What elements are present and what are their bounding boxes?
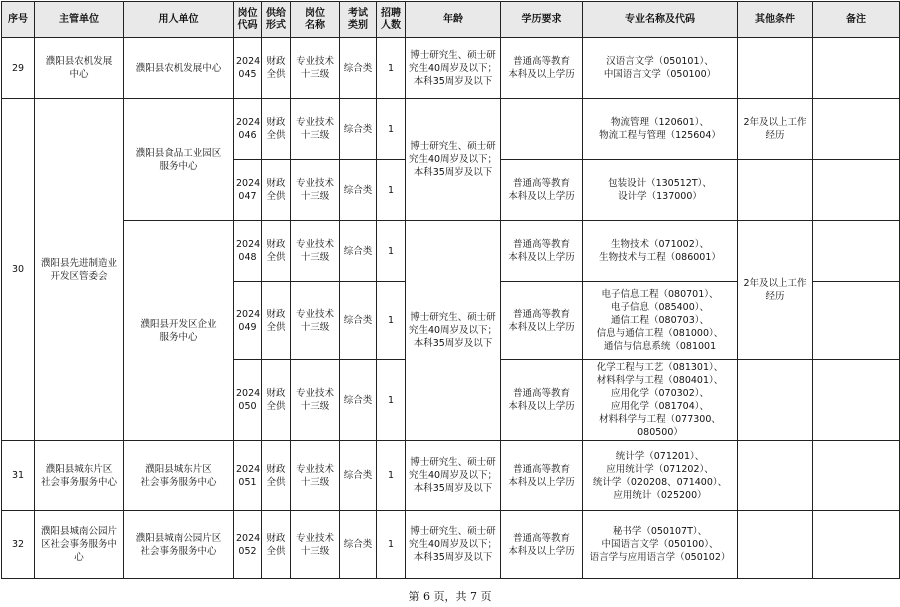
cell-seq: 30	[2, 99, 35, 441]
cell-code: 2024 049	[234, 282, 262, 360]
cell-note	[813, 38, 900, 99]
cell-seq: 29	[2, 38, 35, 99]
header-seq: 序号	[2, 2, 35, 38]
table-row	[2, 99, 900, 160]
cell-major: 包装设计（130512T）、 设计学（137000）	[583, 160, 738, 221]
cell-age: 博士研究生、硕士研 究生40周岁及以下； 本科35周岁及以下	[406, 441, 501, 511]
cell-unit: 濮阳县开发区企业 服务中心	[124, 221, 234, 441]
cell-quota: 1	[377, 38, 406, 99]
cell-exam: 综合类	[340, 38, 377, 99]
header-other: 其他条件	[738, 2, 813, 38]
cell-major: 汉语言文学（050101）、 中国语言文学（050100）	[583, 38, 738, 99]
header-row	[2, 2, 900, 38]
cell-other: 2年及以上工作 经历	[738, 221, 813, 360]
cell-code: 2024 047	[234, 160, 262, 221]
cell-code: 2024 052	[234, 511, 262, 579]
recruitment-table	[1, 1, 900, 579]
cell-note	[813, 441, 900, 511]
cell-quota: 1	[377, 360, 406, 441]
cell-code: 2024 045	[234, 38, 262, 99]
cell-quota: 1	[377, 282, 406, 360]
cell-seq: 32	[2, 511, 35, 579]
cell-note	[813, 99, 900, 160]
cell-other: 2年及以上工作 经历	[738, 99, 813, 160]
table-row	[2, 511, 900, 579]
cell-exam: 综合类	[340, 99, 377, 160]
page-footer: 第 6 页，共 7 页	[408, 590, 492, 603]
table-row	[2, 38, 900, 99]
cell-funding: 财政 全供	[262, 221, 291, 282]
cell-edu: 普通高等教育 本科及以上学历	[501, 511, 583, 579]
cell-code: 2024 051	[234, 441, 262, 511]
cell-other	[738, 38, 813, 99]
header-major: 专业名称及代码	[583, 2, 738, 38]
cell-edu-empty	[501, 99, 583, 160]
cell-major: 生物技术（071002）、 生物技术与工程（086001）	[583, 221, 738, 282]
cell-other	[738, 441, 813, 511]
header-exam: 考试 类别	[340, 2, 377, 38]
cell-funding: 财政 全供	[262, 360, 291, 441]
cell-funding: 财政 全供	[262, 38, 291, 99]
cell-exam: 综合类	[340, 221, 377, 282]
cell-quota: 1	[377, 99, 406, 160]
cell-edu: 普通高等教育 本科及以上学历	[501, 221, 583, 282]
header-note: 备注	[813, 2, 900, 38]
cell-exam: 综合类	[340, 160, 377, 221]
cell-quota: 1	[377, 221, 406, 282]
header-age: 年龄	[406, 2, 501, 38]
cell-major: 统计学（071201）、 应用统计学（071202）、 统计学（020208、071400）、 应用统计（025200）	[583, 441, 738, 511]
cell-exam: 综合类	[340, 360, 377, 441]
cell-unit: 濮阳县城南公园片区 社会事务服务中心	[124, 511, 234, 579]
header-unit: 用人单位	[124, 2, 234, 38]
cell-note	[813, 160, 900, 221]
cell-dept: 濮阳县城东片区 社会事务服务中心	[35, 441, 124, 511]
header-post: 岗位 名称	[291, 2, 340, 38]
cell-major: 物流管理（120601）、 物流工程与管理（125604）	[583, 99, 738, 160]
cell-unit: 濮阳县农机发展中心	[124, 38, 234, 99]
cell-post: 专业技术 十三级	[291, 221, 340, 282]
cell-age: 博士研究生、硕士研 究生40周岁及以下； 本科35周岁及以下	[406, 38, 501, 99]
cell-funding: 财政 全供	[262, 441, 291, 511]
cell-note	[813, 221, 900, 282]
cell-code: 2024 046	[234, 99, 262, 160]
cell-age: 博士研究生、硕士研 究生40周岁及以下； 本科35周岁及以下	[406, 221, 501, 441]
cell-unit: 濮阳县城东片区 社会事务服务中心	[124, 441, 234, 511]
cell-note	[813, 282, 900, 360]
cell-dept: 濮阳县先进制造业 开发区管委会	[35, 99, 124, 441]
cell-post: 专业技术 十三级	[291, 38, 340, 99]
cell-unit: 濮阳县食品工业园区 服务中心	[124, 99, 234, 221]
table-row	[2, 221, 900, 282]
cell-other	[738, 160, 813, 221]
cell-post: 专业技术 十三级	[291, 360, 340, 441]
cell-funding: 财政 全供	[262, 99, 291, 160]
cell-quota: 1	[377, 511, 406, 579]
header-funding: 供给 形式	[262, 2, 291, 38]
cell-quota: 1	[377, 441, 406, 511]
cell-exam: 综合类	[340, 441, 377, 511]
cell-dept: 濮阳县城南公园片 区社会事务服务中 心	[35, 511, 124, 579]
cell-funding: 财政 全供	[262, 511, 291, 579]
cell-age: 博士研究生、硕士研 究生40周岁及以下； 本科35周岁及以下	[406, 99, 501, 221]
cell-note	[813, 360, 900, 441]
cell-edu: 普通高等教育 本科及以上学历	[501, 282, 583, 360]
header-dept: 主管单位	[35, 2, 124, 38]
cell-edu: 普通高等教育 本科及以上学历	[501, 360, 583, 441]
cell-dept: 濮阳县农机发展 中心	[35, 38, 124, 99]
cell-funding: 财政 全供	[262, 160, 291, 221]
cell-other	[738, 511, 813, 579]
cell-age: 博士研究生、硕士研 究生40周岁及以下； 本科35周岁及以下	[406, 511, 501, 579]
table-row	[2, 441, 900, 511]
cell-code: 2024 050	[234, 360, 262, 441]
cell-edu: 普通高等教育 本科及以上学历	[501, 160, 583, 221]
cell-seq: 31	[2, 441, 35, 511]
cell-edu: 普通高等教育 本科及以上学历	[501, 441, 583, 511]
cell-exam: 综合类	[340, 282, 377, 360]
header-edu: 学历要求	[501, 2, 583, 38]
cell-exam: 综合类	[340, 511, 377, 579]
cell-note	[813, 511, 900, 579]
cell-post: 专业技术 十三级	[291, 282, 340, 360]
cell-post: 专业技术 十三级	[291, 511, 340, 579]
cell-post: 专业技术 十三级	[291, 441, 340, 511]
header-quota: 招聘 人数	[377, 2, 406, 38]
cell-post: 专业技术 十三级	[291, 99, 340, 160]
cell-code: 2024 048	[234, 221, 262, 282]
cell-major: 电子信息工程（080701）、 电子信息（085400）、 通信工程（080703）、 信息与通信工程（081000）、 通信与信息系统（081001	[583, 282, 738, 360]
cell-edu: 普通高等教育 本科及以上学历	[501, 38, 583, 99]
cell-other	[738, 360, 813, 441]
cell-post: 专业技术 十三级	[291, 160, 340, 221]
header-code: 岗位 代码	[234, 2, 262, 38]
cell-major: 秘书学（050107T）、 中国语言文学（050100）、 语言学与应用语言学（050102）	[583, 511, 738, 579]
cell-quota: 1	[377, 160, 406, 221]
cell-funding: 财政 全供	[262, 282, 291, 360]
cell-major: 化学工程与工艺（081301）、 材料科学与工程（080401）、 应用化学（070302）、 应用化学（081704）、 材料科学与工程（077300、 080500）	[583, 360, 738, 441]
